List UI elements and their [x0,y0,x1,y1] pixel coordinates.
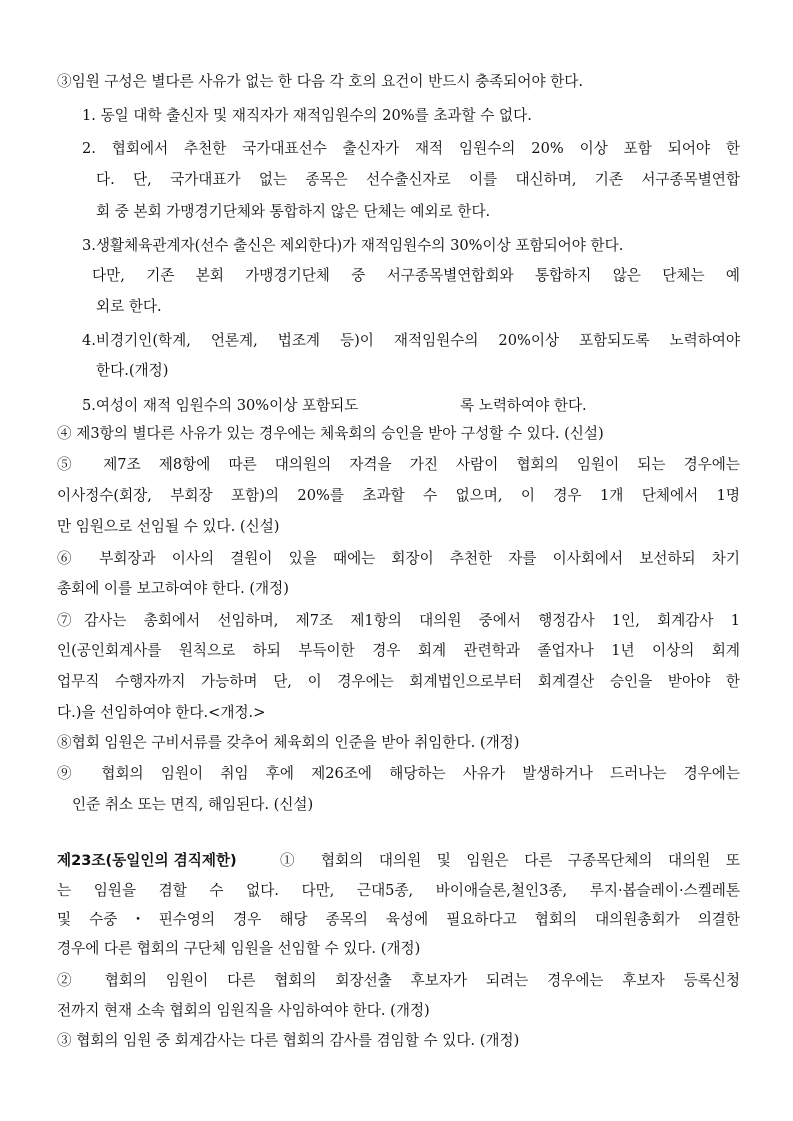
para-6-line-1: ⑥ 부회장과 이사의 결원이 있을 때에는 회장이 추천한 자를 이사회에서 보선하되 차기 [57,550,740,567]
para-3-item-4-line-2: 한다.(개정) [96,362,169,379]
para-7-line-1: ⑦감사는 총회에서 선임하며, 제7조 제1항의 대의원 중에서 행정감사 1인, 회계감사 1 [57,612,740,629]
article-23-para-1-line-3: 및 수중・핀수영의 경우 해당 종목의 육성에 필요하다고 협회의 대의원총회가 의결한 [57,911,740,928]
para-9-line-1: ⑨ 협회의 임원이 취임 후에 제26조에 해당하는 사유가 발생하거나 드러나는 경우에는 [57,765,740,782]
para-5-line-2: 이사정수(회장, 부회장 포함)의 20%를 초과할 수 없으며, 이 경우 1개 단체에서 1명 [57,487,740,504]
para-5-line-1: ⑤ 제7조 제8항에 따른 대의원의 자격을 가진 사람이 협회의 임원이 되는 경우에는 [57,456,740,473]
para-3-item-3-line-3: 외로 한다. [96,298,162,315]
para-7-line-2: 인(공인회계사를 원칙으로 하되 부득이한 경우 회계 관련학과 졸업자나 1년 이상의 회계 [57,642,740,659]
para-7-line-4: 다.)을 선임하여야 한다.<개정.> [57,704,266,721]
para-3-item-3-line-2: 다만, 기존 본회 가맹경기단체 중 서구종목별연합회와 통합하지 않은 단체는 예 [92,267,740,284]
para-3-item-1: 1. 동일 대학 출신자 및 재직자가 재적임원수의 20%를 초과할 수 없다. [82,107,532,124]
article-23-para-1-line-4: 경우에 다른 협회의 구단체 임원을 선임할 수 있다. (개정) [57,940,421,957]
article-23-para-1-line-2: 는 임원을 겸할 수 없다. 다만, 근대5종, 바이애슬론,철인3종, 루지·봅슬레이·스켈레톤 [57,882,740,899]
para-6-line-2: 총회에 이를 보고하여야 한다. (개정) [57,580,289,597]
para-3-item-3-line-1: 3.생활체육관계자(선수 출신은 제외한다)가 재적임원수의 30%이상 포함되어야 한다. [82,237,624,254]
para-5-line-3: 만 임원으로 선임될 수 있다. (신설) [57,518,280,535]
article-23-para-1-line-1: ① 협회의 대의원 및 임원은 다른 구종목단체의 대의원 또 [280,852,740,869]
para-3-item-2-line-3: 회 중 본회 가맹경기단체와 통합하지 않은 단체는 예외로 한다. [96,203,491,220]
para-7-line-3: 업무직 수행자까지 가능하며 단, 이 경우에는 회계법인으로부터 회계결산 승인을 받아야 한 [57,673,740,690]
para-9-line-2: 인준 취소 또는 면직, 해임된다. (신설) [72,796,314,813]
article-23-para-3: ③ 협회의 임원 중 회계감사는 다른 협회의 감사를 겸임할 수 있다. (개정) [57,1032,520,1049]
article-23-heading: 제23조(동일인의 겸직제한) [57,852,237,869]
para-3-item-2-line-2: 다. 단, 국가대표가 없는 종목은 선수출신자로 이를 대신하며, 기존 서구종목별연합 [96,171,740,188]
para-3-item-5-part-1: 5.여성이 재적 임원수의 30%이상 포함되도 [82,397,359,414]
para-3-item-2-line-1: 2. 협회에서 추천한 국가대표선수 출신자가 재적 임원수의 20% 이상 포함 되어야 한 [82,140,740,157]
article-23-para-2-line-1: ② 협회의 임원이 다른 협회의 회장선출 후보자가 되려는 경우에는 후보자 등록신청 [57,972,740,989]
para-8: ⑧협회 임원은 구비서류를 갖추어 체육회의 인준을 받아 취임한다. (개정) [57,734,520,751]
para-3-intro: ③임원 구성은 별다른 사유가 없는 한 다음 각 호의 요건이 반드시 충족되어야 한다. [57,73,584,90]
para-3-item-4-line-1: 4.비경기인(학계, 언론계, 법조계 등)이 재적임원수의 20%이상 포함되도록 노력하여야 [82,332,740,349]
para-4: ④ 제3항의 별다른 사유가 있는 경우에는 체육회의 승인을 받아 구성할 수 있다. (신설) [57,425,604,442]
article-23-para-2-line-2: 전까지 현재 소속 협회의 임원직을 사임하여야 한다. (개정) [57,1002,430,1019]
para-3-item-5-part-2: 록 노력하여야 한다. [460,397,587,414]
